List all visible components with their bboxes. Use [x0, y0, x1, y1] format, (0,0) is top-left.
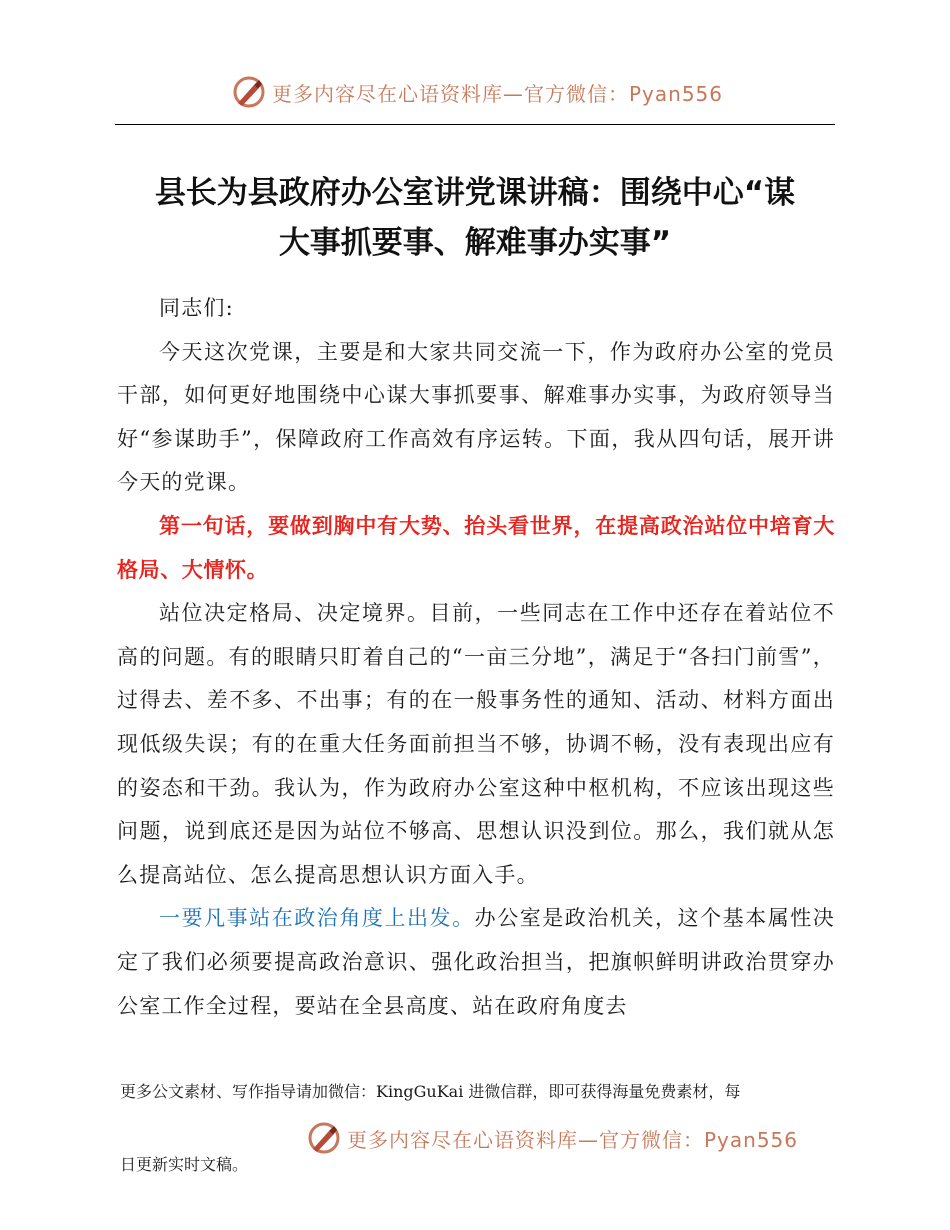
paragraph-politics-text: 办公室是政治机关，这个基本属性决定了我们必须要提高政治意识、强化政治担当，把旗帜鲜明讲政治贯穿办公室工作全过程，要站在全县高度、站在政府角度去 [117, 906, 835, 1018]
salutation: 同志们: [159, 296, 234, 320]
document-body [117, 287, 835, 1028]
header-rule [115, 124, 835, 125]
paragraph-politics [117, 897, 835, 1028]
title-line-1: 县长为县政府办公室讲党课讲稿：围绕中心“谋 [154, 175, 796, 211]
section-heading-1: 第一句话，要做到胸中有大势、抬头看世界，在提高政治站位中培育大格局、大情怀。 [117, 513, 835, 582]
title-line-2: 大事抓要事、解难事办实事” [278, 225, 672, 261]
header-watermark [232, 72, 723, 112]
document-title [100, 168, 850, 268]
paragraph-lead-phrase: 一要凡事站在政治角度上出发。 [159, 906, 475, 931]
pen-logo-icon [232, 75, 266, 109]
footer-note-line-1: 更多公文素材、写作指导请加微信：KingGuKai 进微信群，即可获得海量免费素材，每 [120, 1082, 741, 1101]
footer-watermark [307, 1118, 798, 1158]
paragraph-position: 站位决定格局、决定境界。目前，一些同志在工作中还存在着站位不高的问题。有的眼睛只盯着自己的“一亩三分地”，满足于“各扫门前雪”，过得去、差不多、不出事；有的在一般事务性的通知、活动、材料方面出现低级失误；有的在重大任务面前担当不够，协调不畅，没有表现出应有的姿态和干劲。我认为，作为政府办公室这种中枢机构，不应该出现这些问题，说到底还是因为站位不够高、思想认识没到位。那么，我们就从怎么提高站位、怎么提高思想认识方面入手。 [117, 601, 835, 887]
watermark-text: 更多内容尽在心语资料库—官方微信：Pyan556 [347, 1127, 799, 1152]
watermark-text: 更多内容尽在心语资料库—官方微信：Pyan556 [272, 81, 724, 106]
paragraph-intro: 今天这次党课，主要是和大家共同交流一下，作为政府办公室的党员干部，如何更好地围绕中心谋大事抓要事、解难事办实事，为政府领导当好“参谋助手”，保障政府工作高效有序运转。下面，我从四句话，展开讲今天的党课。 [117, 339, 835, 495]
footer-note-line-2: 日更新实时文稿。 [120, 1155, 249, 1174]
pen-logo-icon [307, 1121, 341, 1155]
